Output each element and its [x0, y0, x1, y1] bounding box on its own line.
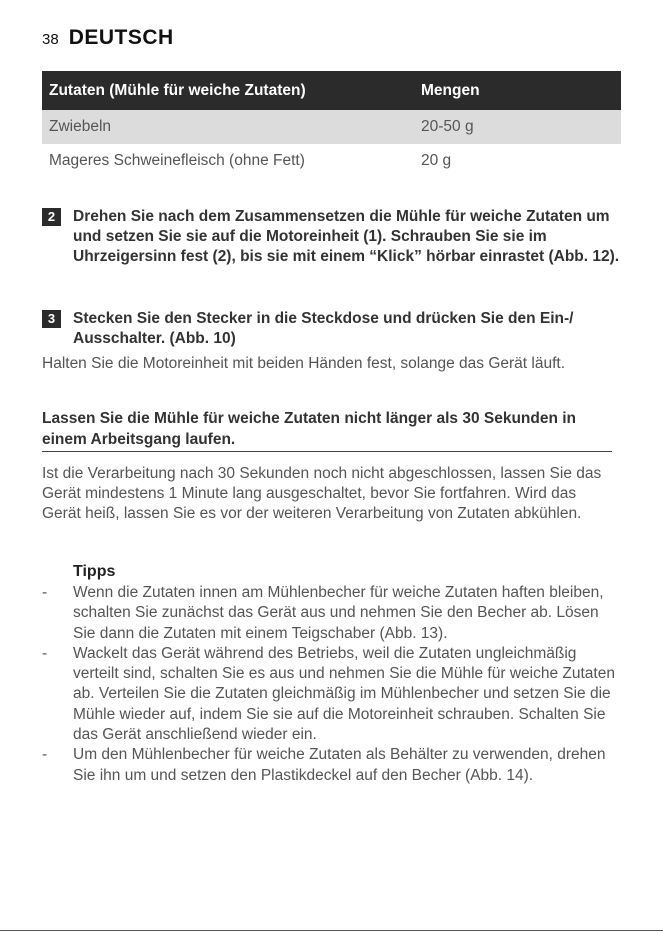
list-item	[42, 745, 617, 786]
step-text: Stecken Sie den Stecker in die Steckdose und drücken Sie den Ein-/ Ausschalter. (Abb. 10)	[73, 310, 574, 347]
pause-note: Ist die Verarbeitung nach 30 Sekunden noch nicht abgeschlossen, lassen Sie das Gerät mindestens 1 Minute lang ausgeschaltet, bevor Sie fortfahren. Wird das Gerät heiß, lassen Sie es vor der weiteren Verarbeitung von Zutaten abkühlen.	[42, 465, 602, 522]
bullet-dash: -	[42, 746, 48, 764]
page-header	[42, 26, 174, 50]
column-header-quantities: Mengen	[414, 71, 621, 110]
page-number: 38	[42, 31, 59, 48]
list-item	[42, 583, 617, 644]
bullet-dash: -	[42, 644, 48, 662]
warning-note	[42, 408, 612, 452]
warning-text: Lassen Sie die Mühle für weiche Zutaten nicht länger als 30 Sekunden in einem Arbeitsgang laufen.	[42, 408, 612, 452]
hold-note: Halten Sie die Motoreinheit mit beiden Händen fest, solange das Gerät läuft.	[42, 355, 566, 372]
step-number-badge: 3	[42, 310, 61, 328]
step-text: Drehen Sie nach dem Zusammensetzen die Mühle für weiche Zutaten um und setzen Sie sie auf die Motoreinheit (1). Schrauben Sie sie im Uhrzeigersinn fest (2), bis sie mit einem “Klick” hörbar einrastet (Abb. 12).	[73, 208, 620, 265]
step-number-badge: 2	[42, 208, 61, 226]
footer-divider	[0, 930, 663, 931]
table-cell-ingredient: Mageres Schweinefleisch (ohne Fett)	[49, 152, 305, 169]
tips-list	[42, 583, 617, 786]
table-cell-quantity: 20-50 g	[414, 110, 621, 144]
table-cell-ingredient: Zwiebeln	[42, 110, 414, 144]
table-cell-quantity: 20 g	[421, 152, 452, 169]
ingredients-table	[42, 71, 621, 178]
step-2	[42, 207, 622, 267]
bullet-dash: -	[42, 584, 48, 601]
step-3	[42, 309, 622, 349]
table-header-row	[42, 71, 621, 110]
tip-text: Wackelt das Gerät während des Betriebs, weil die Zutaten ungleichmäßig verteilt sind, schalten Sie es aus und nehmen Sie die Mühle für weiche Zutaten ab. Verteilen Sie die Zutaten gleichmäßig im Mühlenbecher und setzen Sie die Mühle wieder auf, indem Sie sie auf die Motoreinheit schrauben. Schalten Sie das Gerät anschließend wieder ein.	[73, 644, 615, 744]
tip-text: Um den Mühlenbecher für weiche Zutaten als Behälter zu verwenden, drehen Sie ihn um und setzen den Plastikdeckel auf den Becher (Abb. 14).	[73, 746, 606, 784]
table-row	[42, 144, 621, 178]
language-heading: DEUTSCH	[68, 26, 174, 49]
tips-heading: Tipps	[73, 563, 116, 580]
table-row	[42, 110, 621, 144]
column-header-ingredients: Zutaten (Mühle für weiche Zutaten)	[42, 71, 414, 110]
list-item	[42, 644, 617, 745]
tip-text: Wenn die Zutaten innen am Mühlenbecher für weiche Zutaten haften bleiben, schalten Sie zunächst das Gerät aus und nehmen Sie den Becher ab. Lösen Sie dann die Zutaten mit einem Teigschaber (Abb. 13).	[73, 584, 604, 642]
